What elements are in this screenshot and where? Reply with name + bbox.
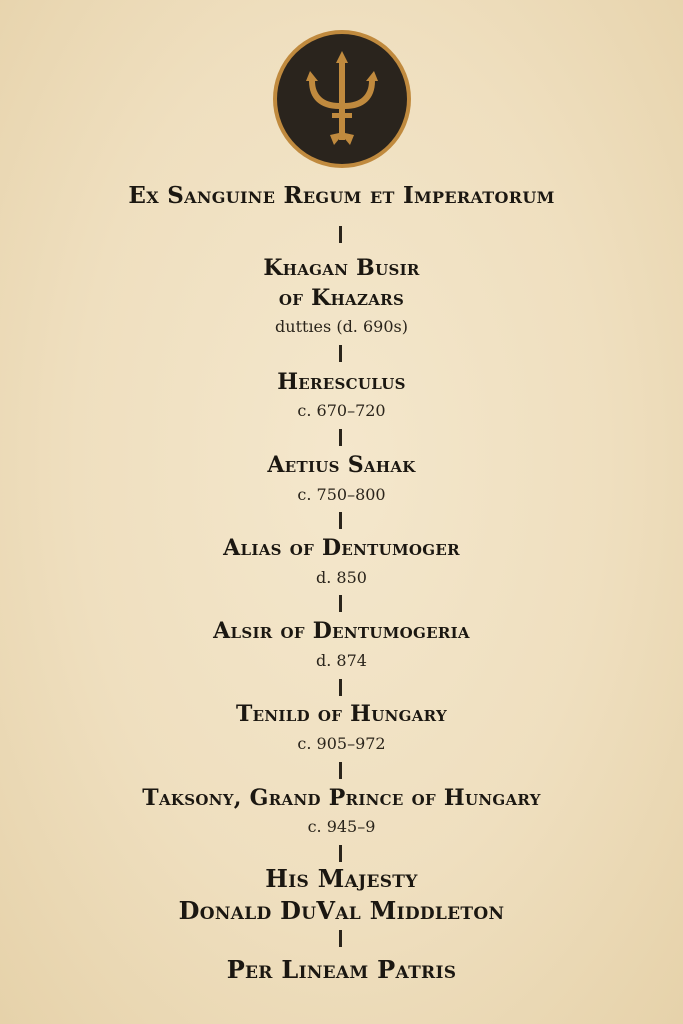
lineage-connector xyxy=(339,226,342,243)
ancestor-dates: c. 905–972 xyxy=(297,734,386,753)
ancestor-name: Taksony, Grand Prince of Hungary xyxy=(142,785,541,811)
lineage-connector xyxy=(339,595,342,612)
ancestor-name: Heresculus xyxy=(277,369,406,395)
family-motto: Ex Sanguine Regum et Imperatorum xyxy=(128,182,555,209)
lineage-connector xyxy=(339,679,342,696)
ancestor-dates: c. 670–720 xyxy=(297,401,386,420)
descendant-title: His Majesty xyxy=(265,864,418,893)
ancestor-dates: d. 874 xyxy=(316,651,367,670)
ancestor-dates: c. 945–9 xyxy=(307,817,376,836)
footer-motto: Per Lineam Patris xyxy=(226,955,457,984)
ancestor-name: Aetius Sahak xyxy=(267,452,416,478)
ancestor-name: Tenild of Hungary xyxy=(236,701,447,727)
lineage-connector xyxy=(339,345,342,362)
trident-icon xyxy=(272,29,412,169)
lineage-connector xyxy=(339,930,342,947)
ancestor-name: Alsir of Dentumogeria xyxy=(213,618,470,644)
ancestor-name: Khagan Busir xyxy=(263,255,420,281)
lineage-connector xyxy=(339,512,342,529)
lineage-connector xyxy=(339,845,342,862)
descendant-name: Donald DuVal Middleton xyxy=(178,896,505,925)
ancestor-dates: c. 750–800 xyxy=(297,485,386,504)
ancestor-dates: d. 850 xyxy=(316,568,367,587)
ancestor-name: of Khazars xyxy=(278,285,405,311)
lineage-connector xyxy=(339,429,342,446)
lineage-connector xyxy=(339,762,342,779)
ancestor-dates: duttıes (d. 690s) xyxy=(275,317,408,336)
ancestor-name: Alias of Dentumoger xyxy=(223,535,460,561)
